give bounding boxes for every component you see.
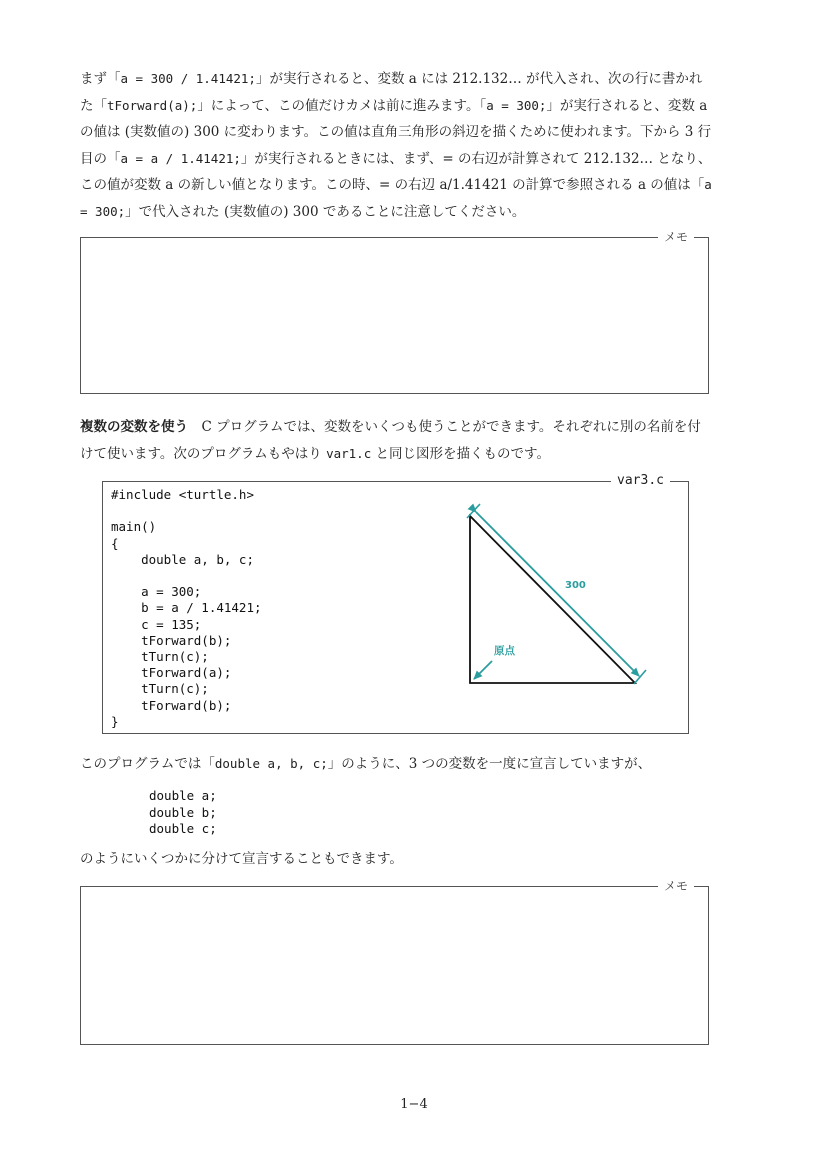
declaration-snippet: double a; double b; double c; <box>149 788 217 836</box>
memo-box-2[interactable] <box>80 879 709 1045</box>
after-paragraph <box>80 751 712 778</box>
intro-code-5: a = 300; <box>80 177 712 219</box>
dimension-tick-top <box>467 504 480 518</box>
program-filename: var3.c <box>611 472 670 490</box>
memo-label-1: メモ <box>658 229 694 245</box>
intro-text-3: 」によって、この値だけカメは前に進みます。「 <box>197 97 487 114</box>
memo-label-2: メモ <box>658 878 694 894</box>
program-code: #include <turtle.h> main() { double a, b, c; a = 300; b = a / 1.41421; c = 135; tForward(b); tTurn(c); tForward(a); tTurn(c); tForward(b); } <box>111 487 262 729</box>
hypotenuse-label: 300 <box>565 580 586 591</box>
intro-text-6: 」で代入された (実数値の) 300 であることに注意してください。 <box>125 203 526 220</box>
after-text-3: のようにいくつかに分けて宣言することもできます。 <box>80 851 403 867</box>
intro-code-3: a = 300; <box>486 97 547 113</box>
triangle-shape <box>470 516 635 683</box>
after-text-1: このプログラムでは「 <box>80 756 215 772</box>
after-text-2: 」のように、3 つの変数を一度に宣言していますが、 <box>327 756 652 772</box>
intro-code-1: a = 300 / 1.41421; <box>120 71 256 86</box>
intro-text-5: 」が実行されるときには、まず、= の右辺が計算されて 212.132… となり、この値が変数 a の新しい値となります。この時、= の右辺 a/1.41421 の計算で参照される a の値は「 <box>80 150 712 193</box>
intro-text-2: 」が実行されると、変数 a には 212.132… が代入され、次の行に書かれた「 <box>80 71 703 114</box>
intro-code-4: a = a / 1.41421; <box>120 150 241 166</box>
section-code-1: var1.c <box>326 445 372 461</box>
after-paragraph-2 <box>80 846 712 873</box>
intro-text-1: まず「 <box>80 71 121 87</box>
after-code-1: double a, b, c; <box>214 756 328 771</box>
page-number: 1−4 <box>400 1097 428 1112</box>
origin-label: 原点 <box>494 645 515 657</box>
section-text-1: C プログラムでは、変数をいくつも使うことができます。それぞれに別の名前を付けて使います。次のプログラムもやはり <box>80 419 701 462</box>
origin-arrow <box>474 661 492 679</box>
intro-text-4: 」が実行されると、変数 a の値は (実数値の) 300 に変わります。この値は直角三角形の斜辺を描くために使われます。下から 3 行目の「 <box>80 97 712 167</box>
section-heading: 複数の変数を使う <box>80 419 188 435</box>
section-text-2: と同じ図形を描くものです。 <box>371 445 550 462</box>
intro-code-2: tForward(a); <box>107 97 198 113</box>
